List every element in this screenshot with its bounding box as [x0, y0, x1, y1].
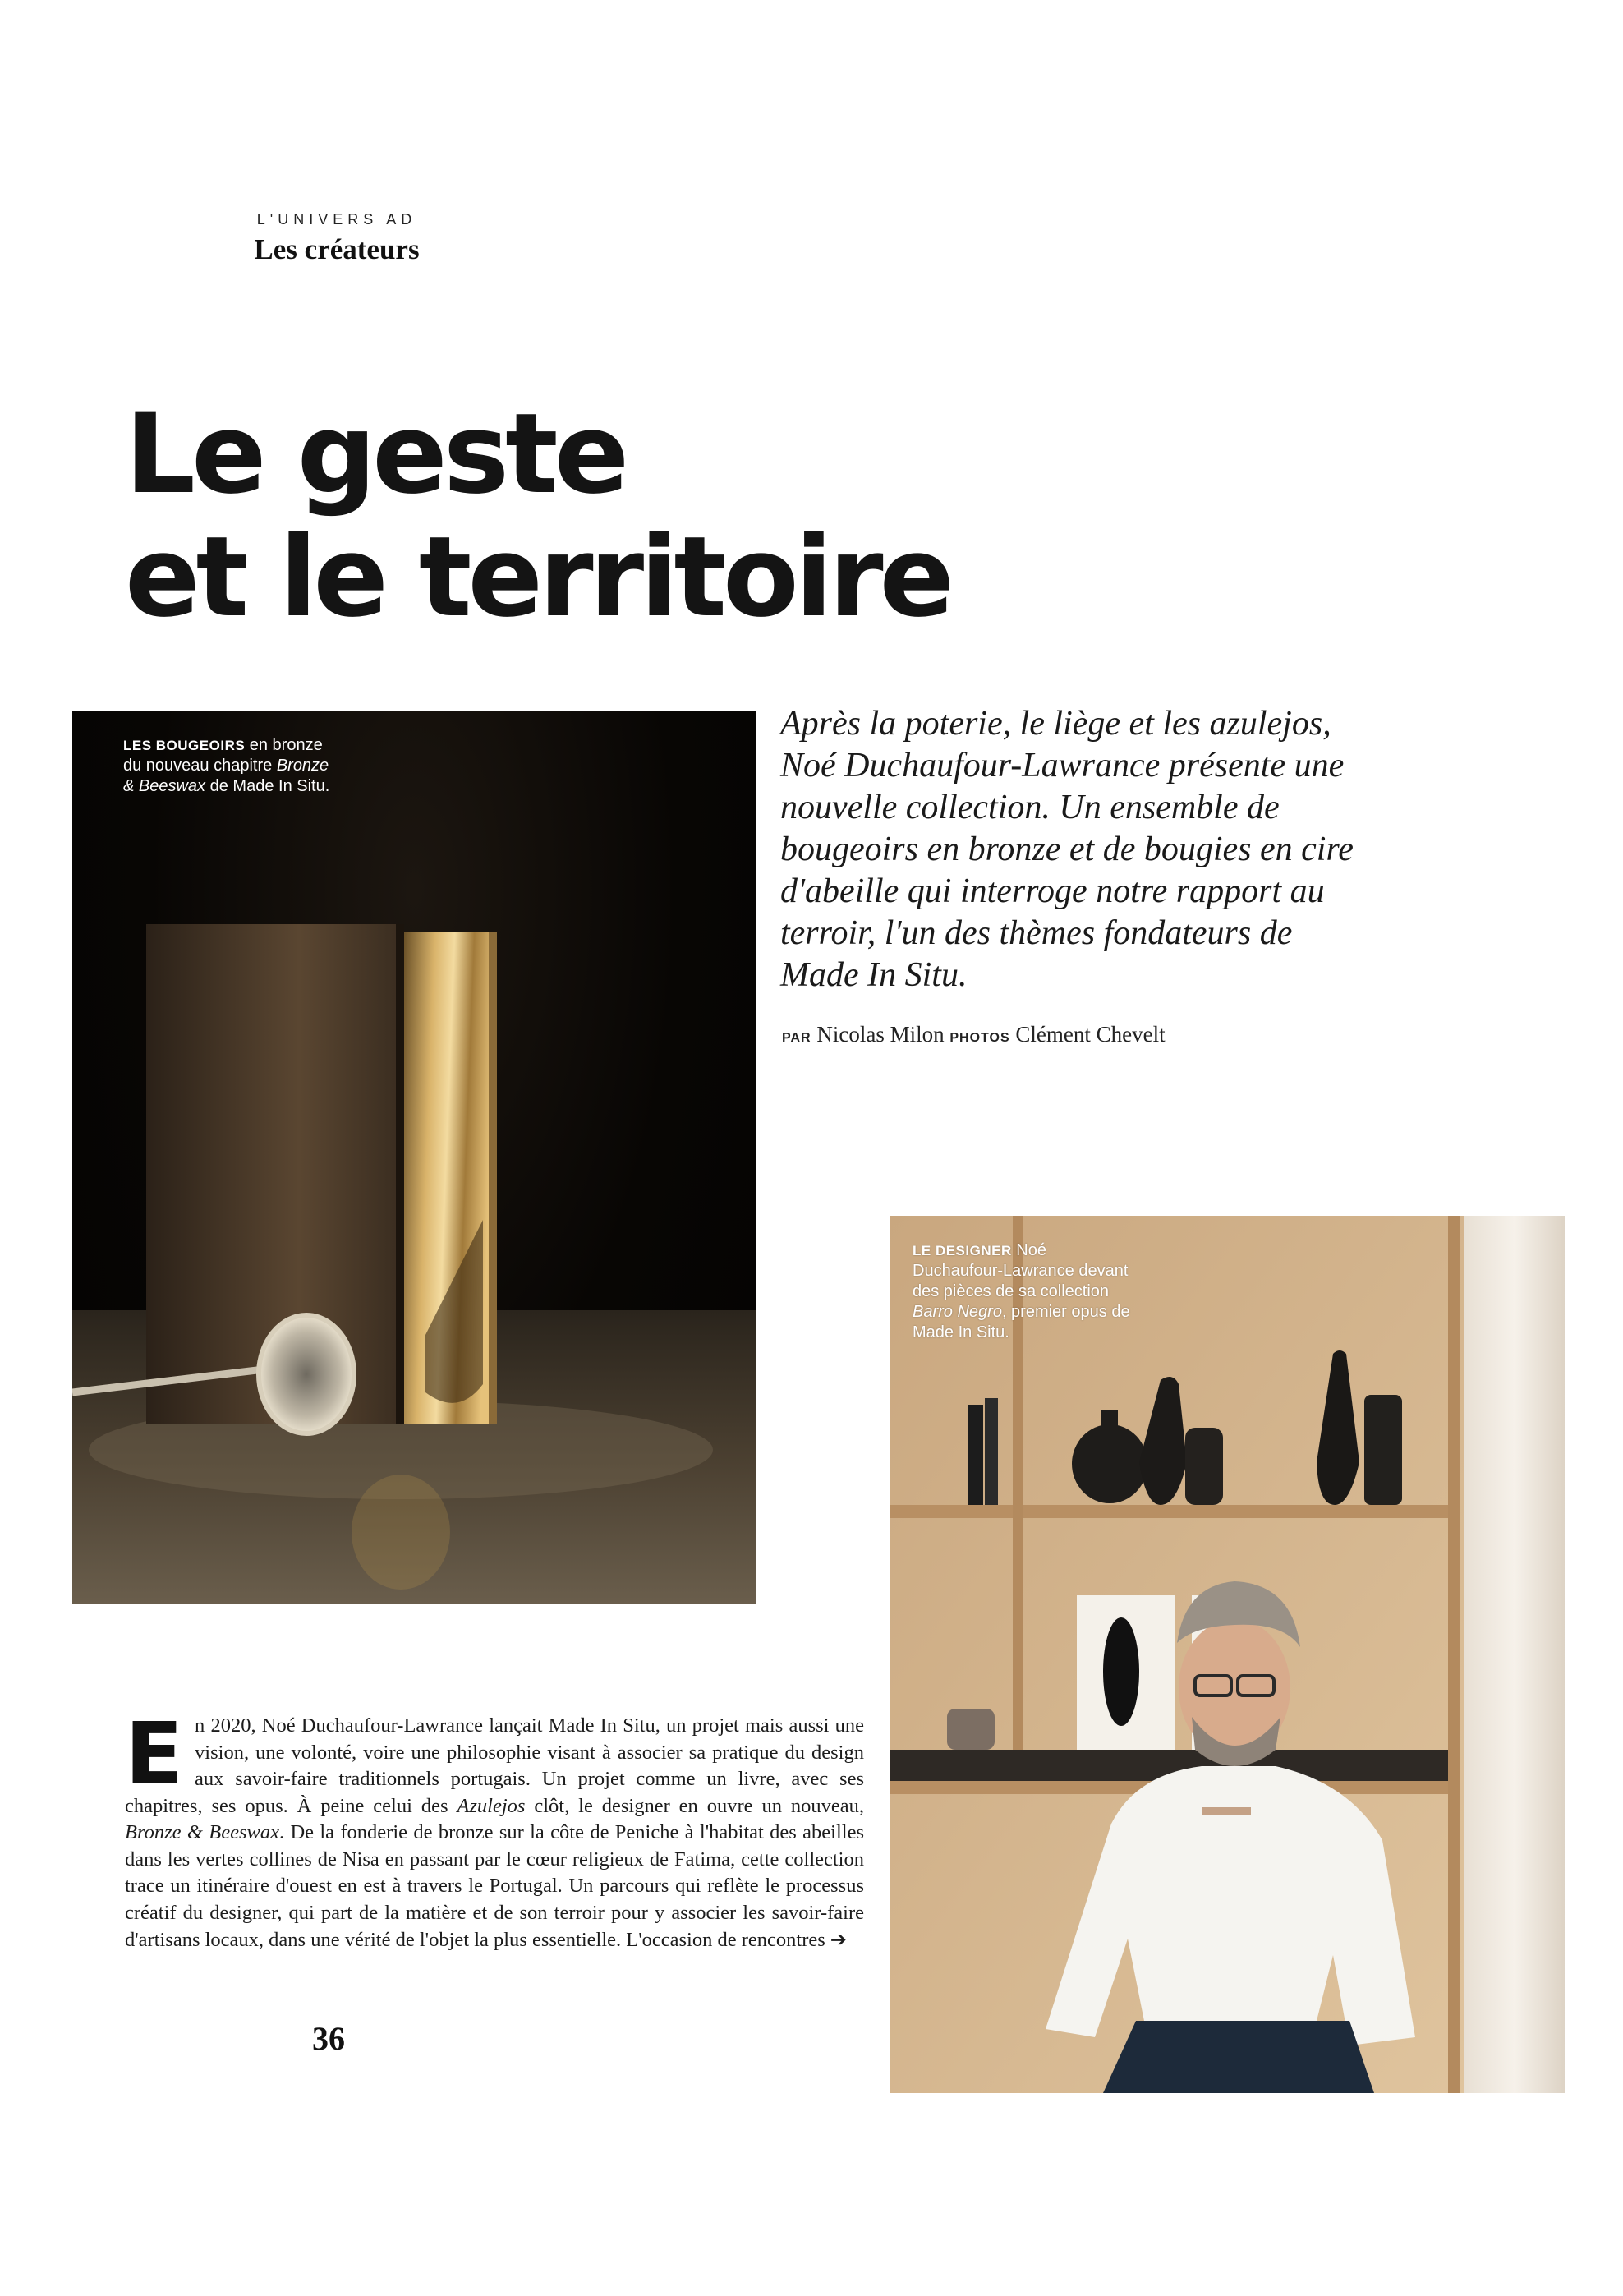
article-body — [125, 1704, 864, 1954]
bronze-caption-text: en bronze du nouveau chapitre — [123, 736, 323, 775]
page-number: 36 — [312, 2020, 345, 2057]
bronze-caption-label: LES BOUGEOIRS — [123, 738, 246, 753]
designer-caption-end: , premier opus de Made In Situ. — [913, 1303, 1130, 1341]
body-part-1: n 2020, Noé Duchaufour-Lawrance lançait Made In Situ, un projet mais aussi une vision, une volonté, voire une philosophie visant à associer sa pratique du design aux savoir-faire traditionnels portugais. Un projet comme un livre, avec ses chapitres, ses opus. À peine celui des — [125, 1714, 864, 1817]
bronze-caption-italic: Bronze & Beeswax — [123, 757, 329, 795]
body-part-2: clôt, le designer en ouvre un nouveau, — [525, 1794, 864, 1817]
headline-line-1: Le geste — [125, 389, 626, 518]
byline — [782, 1022, 1357, 1047]
designer-portrait-illustration — [890, 1216, 1565, 2093]
body-italic-2: Bronze & Beeswax — [125, 1821, 279, 1843]
designer-portrait-photo — [890, 1216, 1565, 2093]
headline-line-2: et le territoire — [125, 513, 951, 642]
designer-caption-text: Noé Duchaufour-Lawrance devant des pièces de sa collection — [913, 1241, 1129, 1300]
bronze-caption-end: de Made In Situ. — [205, 777, 330, 795]
body-italic-1: Azulejos — [457, 1794, 526, 1817]
bronze-candleholder-illustration — [72, 711, 756, 1604]
article-headline — [125, 389, 1028, 642]
section-title: Les créateurs — [254, 233, 420, 265]
article-intro: Après la poterie, le liège et les azulejos, Noé Duchaufour-Lawrance présente une nouvelle collection. Un ensemble de bougeoirs en bronze et de bougies en cire d'abeille qui interroge notre rapport au terroir, l'un des thèmes fondateurs de Made In Situ. — [780, 705, 1354, 994]
section-kicker: L'UNIVERS AD — [256, 211, 417, 228]
byline-photographer: Clément Chevelt — [1015, 1022, 1166, 1047]
byline-author-label: PAR — [782, 1031, 812, 1045]
designer-photo-caption — [913, 1240, 1134, 1343]
drop-cap: E — [125, 1704, 184, 1804]
designer-caption-italic: Barro Negro — [913, 1303, 1002, 1321]
bronze-photo-caption — [123, 735, 337, 797]
section-rubric — [230, 211, 444, 266]
continue-arrow-icon: ➔ — [830, 1928, 847, 1951]
byline-photo-label: PHOTOS — [949, 1031, 1010, 1045]
designer-caption-label: LE DESIGNER — [913, 1243, 1012, 1258]
bronze-candleholder-photo — [72, 711, 756, 1604]
body-part-3: . De la fonderie de bronze sur la côte de Peniche à l'habitat des abeilles dans les vertes collines de Nisa en passant par le cœur religieux de Fatima, cette collection trace un itinéraire d'ouest en est à travers le Portugal. Un parcours qui reflète le processus créatif du designer, qui part de la matière et de son terroir pour y associer les savoir-faire d'artisans locaux, dans une vérité de l'objet la plus essentielle. L'occasion de rencontres — [125, 1821, 864, 1951]
byline-author: Nicolas Milon — [816, 1022, 945, 1047]
